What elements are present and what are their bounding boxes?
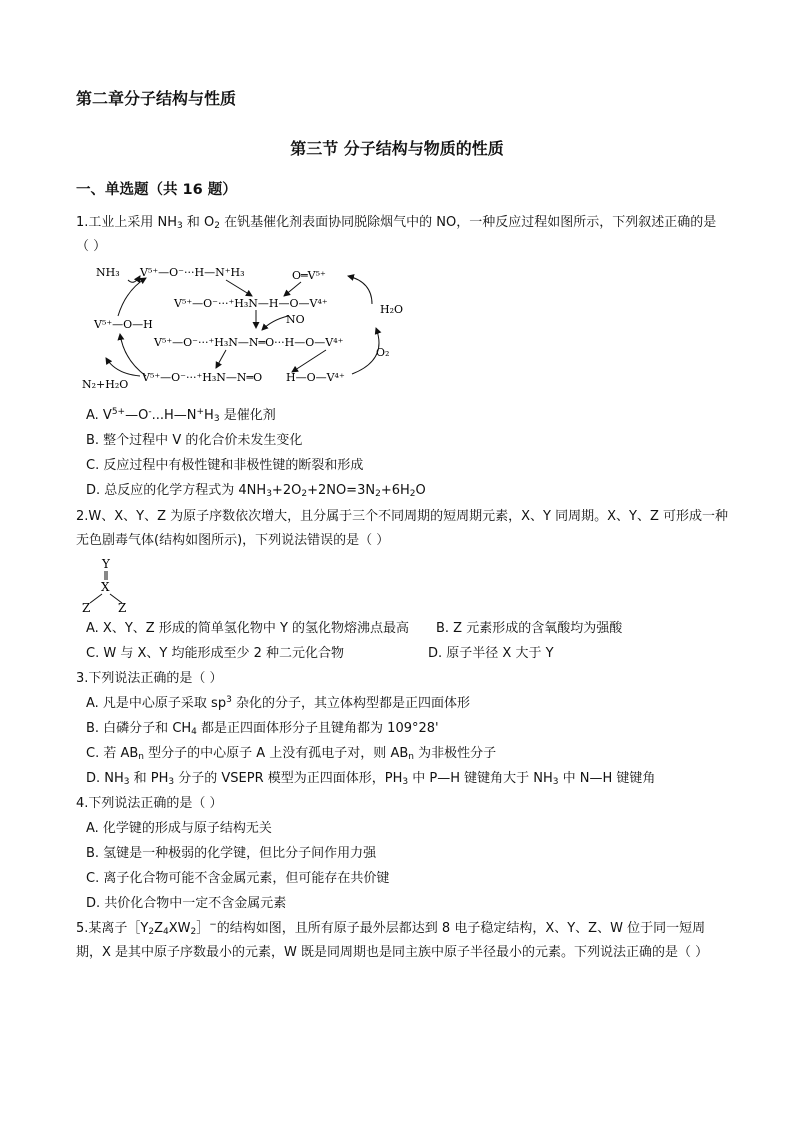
q1-option-b[interactable]: B. 整个过程中 V 的化合价未发生变化 (86, 433, 303, 448)
question-1-stem: 1.工业上采用 $NH_3$ 和 $O_2$ 在钒基催化剂表面协同脱除烟气中的 NO，一种反应过程如图所示，下列叙述正确的是（ ） (76, 215, 717, 254)
left-vo-label: V⁵⁺—O—H (94, 318, 153, 331)
q2-option-d[interactable]: D. 原子半径 X 大于 Y (428, 646, 554, 661)
atom-y: Y (102, 557, 110, 571)
q4-option-a[interactable]: A. 化学键的形成与原子结构无关 (86, 821, 272, 836)
arrow-no (262, 316, 288, 330)
question-2-stem: 2.W、X、Y、Z 为原子序数依次增大，且分属于三个不同周期的短周期元素，X、Y 同周期。X、Y、Z 可形成一种无色剧毒气体(结构如图所示)，下列说法错误的是（ ） (76, 509, 729, 548)
q1-option-c[interactable]: C. 反应过程中有极性键和非极性键的断裂和形成 (86, 458, 364, 473)
atom-x: X (101, 580, 110, 594)
arrow-1-2 (226, 280, 252, 296)
arrow-nh3 (128, 276, 140, 282)
hov-label: H—O—V⁴⁺ (286, 371, 345, 384)
arrow-left-cycle (120, 334, 146, 376)
arrow-n2 (106, 358, 140, 376)
n2-h2o-label: N₂+H₂O (82, 378, 129, 391)
x-y-z-structure (78, 556, 134, 614)
q2-option-b[interactable]: B. Z 元素形成的含氧酸均为强酸 (436, 621, 623, 636)
h2o-label: H₂O (380, 303, 404, 316)
arrow-ov (284, 282, 301, 296)
atom-z-left: Z (82, 601, 91, 614)
question-3-stem: 3.下列说法正确的是（ ） (76, 671, 223, 686)
q3-option-c[interactable]: C. 若 $AB_n$ 型分子的中心原子 A 上没有孤电子对，则 $AB_n$ 为非极性分子 (86, 746, 497, 762)
arrow-3-hov (292, 350, 326, 372)
part-title: 一、单选题（共 16 题） (76, 182, 237, 198)
nh3-label: NH₃ (96, 266, 120, 279)
arrow-left-up (118, 278, 146, 316)
arrow-3-4 (216, 350, 226, 368)
arrow-right-cycle (352, 328, 379, 374)
intermediate-3: V⁵⁺—O⁻···⁺H₃N—N═O···H—O—V⁴⁺ (154, 336, 344, 349)
q2-option-a[interactable]: A. X、Y、Z 形成的简单氢化物中 Y 的氢化物熔沸点最高 (86, 621, 410, 636)
no-label: NO (286, 313, 305, 326)
intermediate-1: V⁵⁺—O⁻···H—N⁺H₃ (140, 266, 245, 279)
q3-option-d[interactable]: D. $NH_3$ 和 $PH_3$ 分子的 VSEPR 模型为正四面体形，$PH_3$ 中 P—H 键键角大于 $NH_3$ 中 N—H 键键角 (86, 771, 656, 787)
q4-option-b[interactable]: B. 氢键是一种极弱的化学键，但比分子间作用力强 (86, 846, 377, 861)
atom-z-right: Z (118, 601, 127, 614)
section-title: 第三节 分子结构与物质的性质 (290, 139, 504, 158)
q4-option-c[interactable]: C. 离子化合物可能不含金属元素，但可能存在共价键 (86, 871, 390, 886)
q1-option-d[interactable]: D. 总反应的化学方程式为 $4NH_3+2O_2+2NO=3N_2+6H_2O$ (86, 483, 426, 499)
reaction-mechanism-diagram (76, 264, 436, 396)
ov-label: O═V⁵⁺ (292, 269, 326, 282)
chapter-title: 第二章分子结构与性质 (76, 89, 237, 108)
arrow-right-top (348, 276, 372, 304)
intermediate-4: V⁵⁺—O⁻···⁺H₃N—N═O (142, 371, 263, 384)
q3-option-b[interactable]: B. 白磷分子和 $CH_4$ 都是正四面体形分子且键角都为 109°28' (86, 721, 439, 737)
intermediate-2: V⁵⁺—O⁻···⁺H₃N—H—O—V⁴⁺ (174, 297, 328, 310)
q3-option-a[interactable]: A. 凡是中心原子采取 $sp^3$ 杂化的分子，其立体构型都是正四面体形 (86, 695, 470, 711)
o2-label: O₂ (376, 346, 390, 359)
question-5-stem: 5.某离子$[Y_2Z_4XW_2]^-$的结构如图，且所有原子最外层都达到 8 电子稳定结构，X、Y、Z、W 位于同一短周期，X 是其中原子序数最小的元素，W 既是同周期也是同主族中原子半径最小的元素。下列说法正确的是（ ） (76, 920, 709, 960)
q2-option-c[interactable]: C. W 与 X、Y 均能形成至少 2 种二元化合物 (86, 646, 344, 661)
question-4-stem: 4.下列说法正确的是（ ） (76, 796, 223, 811)
q1-option-a[interactable]: A. $V^{5+}—O^-...H—N^+H_3$ 是催化剂 (86, 407, 276, 424)
q4-option-d[interactable]: D. 共价化合物中一定不含金属元素 (86, 896, 287, 911)
